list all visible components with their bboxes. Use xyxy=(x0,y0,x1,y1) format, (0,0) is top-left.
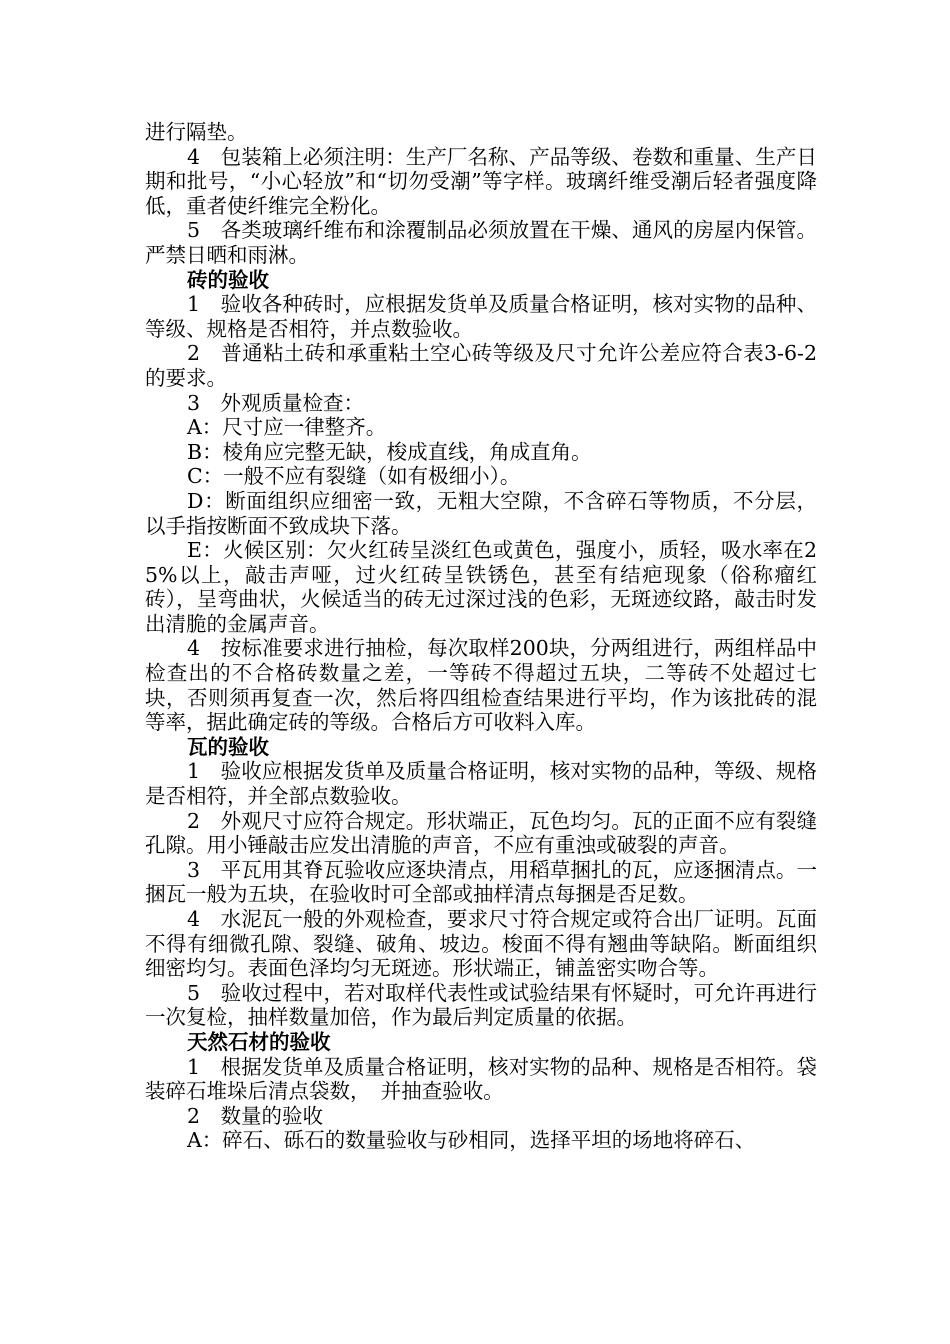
paragraph: 3 外观质量检查： xyxy=(187,390,365,415)
section-heading: 砖的验收 xyxy=(187,267,269,292)
paragraph: A：碎石、砾石的数量验收与砂相同，选择平坦的场地将碎石、 xyxy=(187,1128,756,1153)
paragraph: 4 水泥瓦一般的外观检查，要求尺寸符合规定或符合出厂证明。瓦面不得有细微孔隙、裂缝、破角、坡边。梭面不得有翘曲等缺陷。断面组织细密均匀。表面色泽均匀无斑迹。形状端正，铺盖密实吻合等。 xyxy=(145,907,817,981)
section-heading: 瓦的验收 xyxy=(187,734,269,759)
paragraph: 5 验收过程中，若对取样代表性或试验结果有怀疑时，可允许再进行一次复检，抽样数量加倍，作为最后判定质量的依据。 xyxy=(145,980,817,1030)
paragraph: 3 平瓦用其脊瓦验收应逐块清点，用稻草捆扎的瓦，应逐捆清点。一捆瓦一般为五块，在验收时可全部或抽样清点每捆是否足数。 xyxy=(145,857,817,907)
paragraph: D：断面组织应细密一致，无粗大空隙，不含碎石等物质，不分层，以手指按断面不致成块下落。 xyxy=(145,488,817,538)
paragraph: B：棱角应完整无缺，梭成直线，角成直角。 xyxy=(187,439,592,464)
paragraph: 4 包装箱上必须注明：生产厂名称、产品等级、卷数和重量、生产日期和批号，“小心轻放”和“切勿受潮”等字样。玻璃纤维受潮后轻者强度降低，重者使纤维完全粉化。 xyxy=(145,144,817,218)
paragraph: 1 根据发货单及质量合格证明，核对实物的品种、规格是否相符。袋装碎石堆垛后清点袋数， 并抽查验收。 xyxy=(145,1054,817,1104)
paragraph: 2 普通粘土砖和承重粘土空心砖等级及尺寸允许公差应符合表3-6-2的要求。 xyxy=(145,341,817,390)
section-heading: 天然石材的验收 xyxy=(187,1029,331,1054)
paragraph: 1 验收各种砖时，应根据发货单及质量合格证明，核对实物的品种、等级、规格是否相符，并点数验收。 xyxy=(145,292,817,341)
paragraph: C：一般不应有裂缝（如有极细小）。 xyxy=(187,464,521,489)
paragraph: 2 外观尺寸应符合规定。形状端正，瓦色均匀。瓦的正面不应有裂缝孔隙。用小锤敲击应发出清脆的声音，不应有重浊或破裂的声音。 xyxy=(145,808,817,858)
paragraph: E：火候区别：欠火红砖呈淡红色或黄色，强度小，质轻，吸水率在25%以上，敲击声哑，过火红砖呈铁锈色，甚至有结疤现象（俗称瘤红砖），呈弯曲状，火候适当的砖无过深过浅的色彩，无斑迹纹路，敲击时发出清脆的金属声音。 xyxy=(145,538,817,636)
paragraph: A：尺寸应一律整齐。 xyxy=(187,415,387,440)
paragraph: 2 数量的验收 xyxy=(187,1103,324,1128)
paragraph: 进行隔垫。 xyxy=(145,120,248,144)
paragraph: 4 按标准要求进行抽检，每次取样200块，分两组进行，两组样品中检查出的不合格砖数量之差，一等砖不得超过五块，二等砖不处超过七块，否则须再复查一次，然后将四组检查结果进行平均，作为该批砖的混等率，据此确定砖的等级。合格后方可收料入库。 xyxy=(145,636,817,735)
paragraph: 1 验收应根据发货单及质量合格证明，核对实物的品种，等级、规格是否相符，并全部点数验收。 xyxy=(145,759,817,809)
paragraph: 5 各类玻璃纤维布和涂覆制品必须放置在干燥、通风的房屋内保管。严禁日晒和雨淋。 xyxy=(145,218,817,267)
document-body xyxy=(145,120,817,1153)
